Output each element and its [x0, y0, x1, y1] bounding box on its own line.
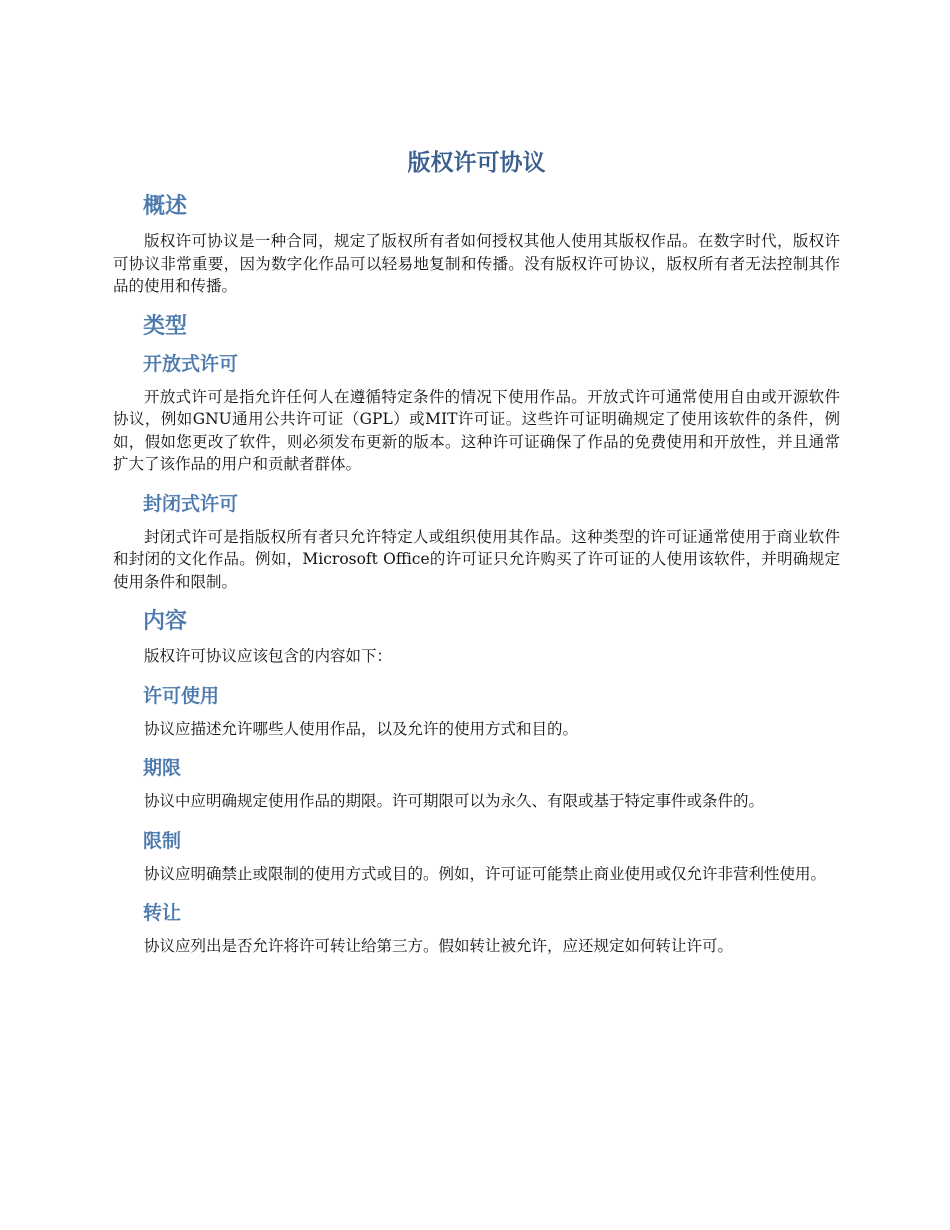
section-heading-types: 类型 [143, 313, 188, 339]
section-heading-content: 内容 [143, 609, 188, 634]
paragraph-overview: 版权许可协议是一种合同，规定了版权所有者如何授权其他人使用其版权作品。在数字时代，版权许可协议非常重要，因为数字化作品可以轻易地复制和传播。没有版权许可协议，版权所有者无法控制其作品的使用和传播。 [113, 232, 840, 295]
paragraph-term: 协议中应明确规定使用作品的期限。许可期限可以为永久、有限或基于特定事件或条件的。 [144, 792, 765, 810]
document-title: 版权许可协议 [407, 150, 546, 176]
subsection-heading-open-license: 开放式许可 [143, 352, 239, 375]
subsection-heading-usage: 许可使用 [143, 684, 220, 707]
section-heading-overview: 概述 [143, 194, 188, 219]
paragraph-content-intro: 版权许可协议应该包含的内容如下： [144, 647, 393, 665]
subsection-heading-restrictions: 限制 [143, 829, 182, 852]
paragraph-closed-license: 封闭式许可是指版权所有者只允许特定人或组织使用其作品。这种类型的许可证通常使用于商业软件和封闭的文化作品。例如，Microsoft Office的许可证只允许购买了许可证的人使用该软件，并明确规定使用条件和限制。 [113, 527, 840, 591]
paragraph-open-license: 开放式许可是指允许任何人在遵循特定条件的情况下使用作品。开放式许可通常使用自由或开源软件协议，例如GNU通用公共许可证（GPL）或MIT许可证。这些许可证明确规定了使用该软件的条件，例如，假如您更改了软件，则必须发布更新的版本。这种许可证确保了作品的免费使用和开放性，并且通常扩大了该作品的用户和贡献者群体。 [113, 387, 840, 473]
subsection-heading-closed-license: 封闭式许可 [143, 492, 239, 515]
subsection-heading-transfer: 转让 [143, 902, 182, 924]
paragraph-transfer: 协议应列出是否允许将许可转让给第三方。假如转让被允许，应还规定如何转让许可。 [144, 937, 734, 955]
paragraph-restrictions: 协议应明确禁止或限制的使用方式或目的。例如，许可证可能禁止商业使用或仅允许非营利性使用。 [144, 864, 827, 883]
document-body [113, 146, 840, 972]
subsection-heading-term: 期限 [143, 757, 182, 779]
paragraph-usage: 协议应描述允许哪些人使用作品，以及允许的使用方式和目的。 [144, 719, 579, 738]
